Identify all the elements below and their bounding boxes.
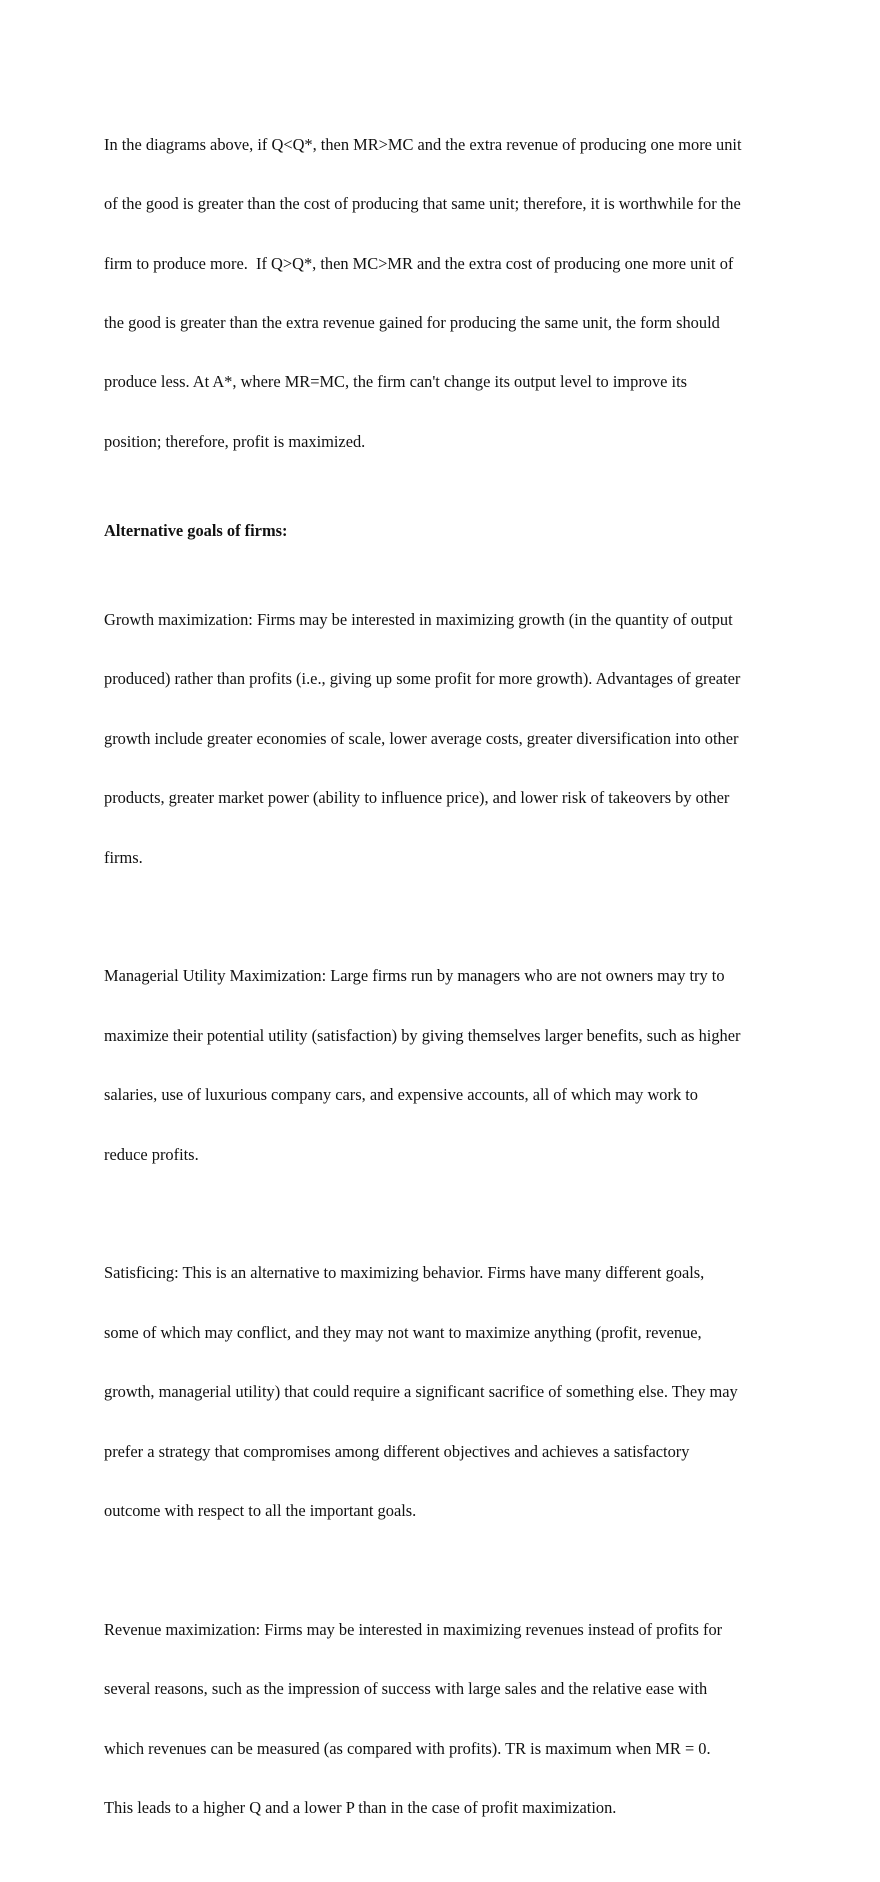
text-line: position; therefore, profit is maximized. xyxy=(104,431,366,451)
text-line: several reasons, such as the impression of success with large sales and the relative ease with xyxy=(104,1679,708,1699)
text-line: products, greater market power (ability to influence price), and lower risk of takeovers by other xyxy=(104,788,730,808)
text-line: of the good is greater than the cost of producing that same unit; therefore, it is worthwhile for the xyxy=(104,194,741,214)
text-line: Growth maximization: Firms may be interested in maximizing growth (in the quantity of output xyxy=(104,609,733,629)
section-heading: Alternative goals of firms: xyxy=(104,520,288,540)
text-line: firm to produce more. If Q>Q*, then MC>MR and the extra cost of producing one more unit of xyxy=(104,253,734,273)
text-line: Managerial Utility Maximization: Large firms run by managers who are not owners may try to xyxy=(104,966,725,986)
growth-maximization-paragraph xyxy=(104,575,794,902)
text-line: prefer a strategy that compromises among different objectives and achieves a satisfactory xyxy=(104,1441,690,1461)
text-line: firms. xyxy=(104,847,143,867)
text-line: outcome with respect to all the important goals. xyxy=(104,1500,417,1520)
text-line: salaries, use of luxurious company cars, and expensive accounts, all of which may work to xyxy=(104,1085,698,1105)
text-line: growth, managerial utility) that could require a significant sacrifice of something else. They may xyxy=(104,1382,738,1402)
text-line: Revenue maximization: Firms may be interested in maximizing revenues instead of profits for xyxy=(104,1619,723,1639)
text-line: In the diagrams above, if Q<Q*, then MR>MC and the extra revenue of producing one more unit xyxy=(104,134,742,154)
text-line: This leads to a higher Q and a lower P than in the case of profit maximization. xyxy=(104,1798,617,1817)
intro-paragraph xyxy=(104,100,794,486)
text-line: growth include greater economies of scale, lower average costs, greater diversification into other xyxy=(104,728,739,748)
text-line: produce less. At A*, where MR=MC, the firm can't change its output level to improve its xyxy=(104,372,688,392)
managerial-utility-paragraph xyxy=(104,932,794,1199)
text-line: produced) rather than profits (i.e., giving up some profit for more growth). Advantages of greater xyxy=(104,669,741,689)
satisficing-paragraph xyxy=(104,1229,794,1556)
revenue-maximization-paragraph xyxy=(104,1585,794,1852)
text-line: reduce profits. xyxy=(104,1144,199,1164)
text-line: which revenues can be measured (as compared with profits). TR is maximum when MR = 0. xyxy=(104,1738,711,1758)
text-line: the good is greater than the extra revenue gained for producing the same unit, the form should xyxy=(104,312,720,332)
text-line: Satisficing: This is an alternative to maximizing behavior. Firms have many different goals, xyxy=(104,1263,705,1283)
document-page xyxy=(104,100,794,1882)
text-line: some of which may conflict, and they may not want to maximize anything (profit, revenue, xyxy=(104,1322,702,1342)
text-line: maximize their potential utility (satisfaction) by giving themselves larger benefits, such as higher xyxy=(104,1025,741,1045)
